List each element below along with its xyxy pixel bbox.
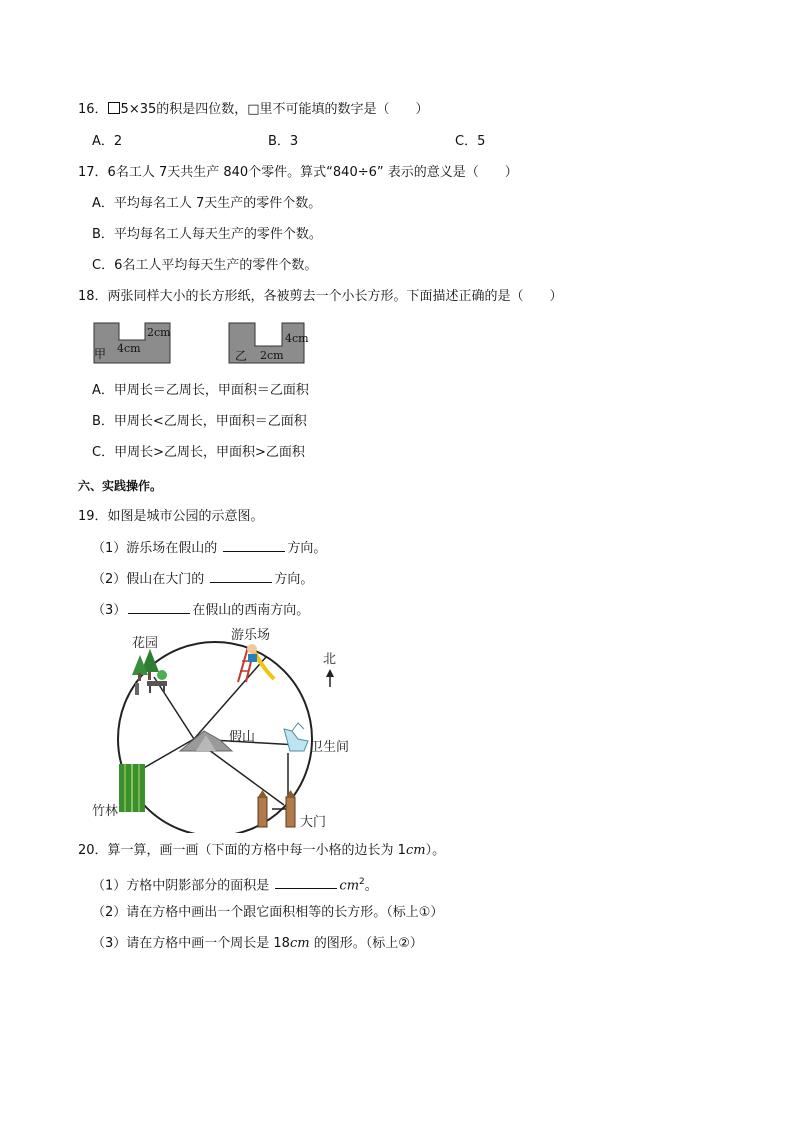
q20-part-2: （2）请在方格中画出一个跟它面积相等的长方形。（标上①） bbox=[92, 905, 444, 920]
q16-option-b[interactable]: B．3 bbox=[268, 134, 299, 149]
figure-yi-name: 乙 bbox=[235, 349, 248, 363]
q16-stem: 16． 5×35的积是四位数，□里不可能填的数字是（ ） bbox=[78, 102, 429, 117]
north-label: 北 bbox=[323, 652, 337, 667]
q19-part-1: （1）游乐场在假山的 方向。 bbox=[92, 541, 327, 556]
bamboo-icon bbox=[119, 764, 145, 812]
figure-jia-label-b: 4cm bbox=[117, 342, 141, 355]
q17-option-a[interactable]: A．平均每名工人 7天生产的零件个数。 bbox=[92, 196, 322, 211]
q18-option-c[interactable]: C．甲周长>乙周长，甲面积>乙面积 bbox=[92, 445, 305, 460]
q17-option-c[interactable]: C．6名工人平均每天生产的零件个数。 bbox=[92, 258, 318, 273]
q18-figures bbox=[92, 318, 322, 368]
figure-yi-label-b: 2cm bbox=[260, 349, 284, 362]
answer-blank[interactable] bbox=[223, 539, 285, 552]
q19-part-2: （2）假山在大门的 方向。 bbox=[92, 572, 314, 587]
q20-stem: 20．算一算，画一画（下面的方格中每一小格的边长为 1cm）。 bbox=[78, 843, 446, 858]
park-map bbox=[92, 627, 358, 833]
answer-blank[interactable] bbox=[210, 570, 272, 583]
toilet-icon bbox=[284, 723, 308, 751]
q19-stem: 19．如图是城市公园的示意图。 bbox=[78, 509, 264, 524]
amusement-slide-icon bbox=[238, 644, 274, 682]
garden-label: 花园 bbox=[132, 636, 159, 651]
blank-box-icon bbox=[108, 102, 120, 114]
q18-option-a[interactable]: A．甲周长＝乙周长，甲面积＝乙面积 bbox=[92, 383, 309, 398]
amusement-label: 游乐场 bbox=[231, 628, 271, 643]
answer-blank[interactable] bbox=[275, 876, 337, 889]
q19-part-3: （3） 在假山的西南方向。 bbox=[92, 603, 310, 618]
q20-part-1: （1）方格中阴影部分的面积是 $cm^2$。 bbox=[92, 877, 378, 894]
rockery-label: 假山 bbox=[229, 730, 256, 745]
section-6-title: 六、实践操作。 bbox=[78, 479, 163, 493]
q18-option-b[interactable]: B．甲周长<乙周长，甲面积＝乙面积 bbox=[92, 414, 307, 429]
q16-option-c[interactable]: C．5 bbox=[455, 134, 486, 149]
figure-jia-name: 甲 bbox=[94, 347, 107, 361]
bamboo-label: 竹林 bbox=[92, 804, 119, 819]
figure-jia-label-a: 2cm bbox=[147, 326, 171, 339]
figure-yi-label-a: 4cm bbox=[285, 332, 309, 345]
gate-label: 大门 bbox=[300, 815, 327, 830]
figure-yi bbox=[229, 323, 309, 363]
q16-option-a[interactable]: A．2 bbox=[92, 134, 123, 149]
q17-option-b[interactable]: B．平均每名工人每天生产的零件个数。 bbox=[92, 227, 322, 242]
q17-stem: 17．6名工人 7天共生产 840个零件。算式“840÷6” 表示的意义是（ ） bbox=[78, 165, 518, 180]
q20-part-3: （3）请在方格中画一个周长是 18cm 的图形。（标上②） bbox=[92, 936, 423, 951]
figure-jia bbox=[94, 323, 171, 363]
north-arrow-icon bbox=[326, 669, 334, 687]
q18-stem: 18．两张同样大小的长方形纸，各被剪去一个小长方形。下面描述正确的是（ ） bbox=[78, 289, 563, 304]
answer-blank[interactable] bbox=[128, 601, 190, 614]
toilet-label: 卫生间 bbox=[310, 740, 350, 755]
